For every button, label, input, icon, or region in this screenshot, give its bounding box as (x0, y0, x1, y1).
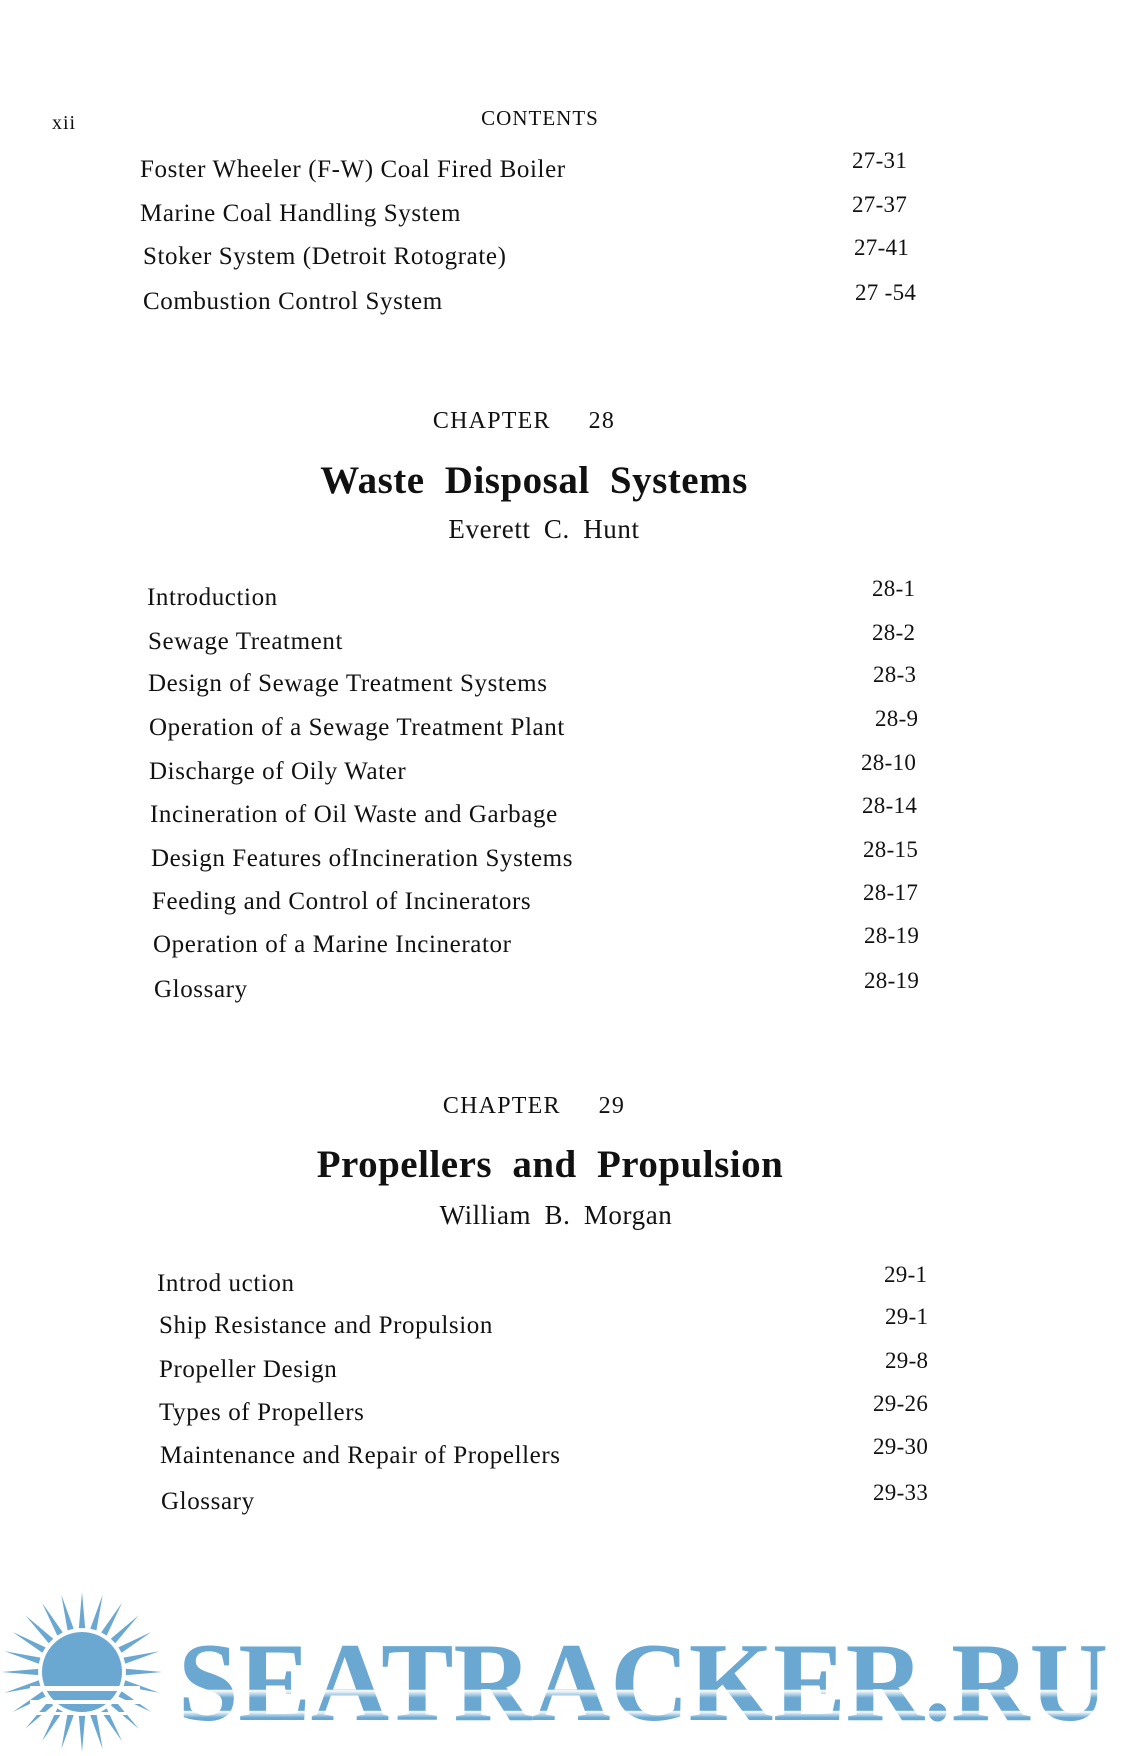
sun-ray (61, 1714, 73, 1750)
toc-entry-title: Operation of a Sewage Treatment Plant (149, 714, 565, 741)
toc-entry-title: Foster Wheeler (F-W) Coal Fired Boiler (140, 156, 566, 183)
chapter-number: 28 (588, 408, 616, 434)
toc-entry-title: Introduction (147, 584, 278, 611)
toc-entry-title: Operation of a Marine Incinerator (153, 931, 512, 958)
toc-entry-title: Stoker System (Detroit Rotograte) (143, 243, 507, 270)
toc-entry-title: Design of Sewage Treatment Systems (148, 670, 548, 697)
toc-entry-pages: 28-19 (864, 923, 920, 948)
chapter-label-text: CHAPTER (442, 1093, 561, 1119)
toc-entry-pages: 29-8 (885, 1348, 929, 1373)
toc-entry-title: Introd uction (157, 1270, 295, 1297)
running-head: CONTENTS (481, 106, 599, 130)
page-number: xii (52, 112, 77, 134)
toc-entry-pages: 28-14 (862, 793, 918, 818)
toc-entry-pages: 28-2 (872, 620, 916, 645)
toc-entry-pages: 28-17 (863, 880, 919, 905)
chapter-label (0, 408, 1086, 435)
sun-ray (118, 1632, 151, 1653)
watermark-text: SEATRACKER.RU (178, 1621, 1108, 1745)
chapter-label-text: CHAPTER (432, 408, 551, 434)
sun-ray (61, 1595, 73, 1631)
toc-entry-title: Combustion Control System (143, 288, 443, 315)
sun-ray (101, 1603, 122, 1636)
chapter-number: 29 (598, 1093, 626, 1119)
sun-ray (5, 1651, 41, 1663)
toc-entry-title: Ship Resistance and Propulsion (159, 1312, 493, 1339)
toc-entry-pages: 27-37 (852, 192, 908, 217)
toc-entry-title: Propeller Design (159, 1356, 338, 1383)
toc-entry-title: Sewage Treatment (148, 628, 343, 655)
toc-entry-pages: 27-41 (854, 235, 910, 260)
toc-entry-pages: 28-9 (875, 706, 919, 731)
sun-ray (25, 1615, 53, 1643)
toc-entry-pages: 29-30 (873, 1434, 929, 1459)
sun-ray (111, 1615, 139, 1643)
sun-ray (124, 1651, 160, 1663)
toc-entry-title: Incineration of Oil Waste and Garbage (150, 801, 558, 828)
chapter-label (0, 1093, 1096, 1120)
toc-entry-pages: 28-15 (863, 837, 919, 862)
chapter-author: Everett C. Hunt (448, 514, 640, 544)
sun-ray (13, 1632, 46, 1653)
watermark (0, 1590, 1124, 1756)
sun-ray (90, 1714, 102, 1750)
sun-icon (2, 1592, 162, 1752)
toc-entry-pages: 28-10 (861, 750, 917, 775)
toc-entry-pages: 29-33 (873, 1480, 929, 1505)
toc-entry-pages: 29-26 (873, 1391, 929, 1416)
sun-ray (79, 1592, 85, 1628)
toc-entry-pages: 27-31 (852, 148, 908, 173)
sun-ray (2, 1669, 38, 1675)
sun-ray (42, 1603, 63, 1636)
toc-entry-title: Design Features ofIncineration Systems (151, 845, 574, 872)
toc-entry-title: Glossary (161, 1488, 255, 1515)
toc-entry-pages: 29-1 (885, 1304, 929, 1329)
toc-entry-title: Feeding and Control of Incinerators (152, 888, 532, 915)
toc-entry-title: Discharge of Oily Water (149, 758, 407, 785)
sun-ray (126, 1669, 162, 1675)
toc-entry-pages: 28-1 (872, 576, 916, 601)
toc-entry-title: Glossary (154, 976, 248, 1003)
sun-ray (90, 1595, 102, 1631)
sun-ray (79, 1716, 85, 1752)
toc-entry-pages: 29-1 (884, 1262, 928, 1287)
chapter-title: Waste Disposal Systems (320, 459, 748, 502)
toc-entry-title: Maintenance and Repair of Propellers (160, 1442, 561, 1469)
toc-entry-pages: 28-3 (873, 662, 917, 687)
toc-entry-title: Marine Coal Handling System (140, 200, 462, 227)
chapter-title: Propellers and Propulsion (316, 1143, 784, 1186)
toc-entry-title: Types of Propellers (159, 1399, 365, 1426)
toc-entry-pages: 27 -54 (855, 280, 917, 305)
toc-entry-pages: 28-19 (864, 968, 920, 993)
chapter-author: William B. Morgan (439, 1200, 673, 1230)
